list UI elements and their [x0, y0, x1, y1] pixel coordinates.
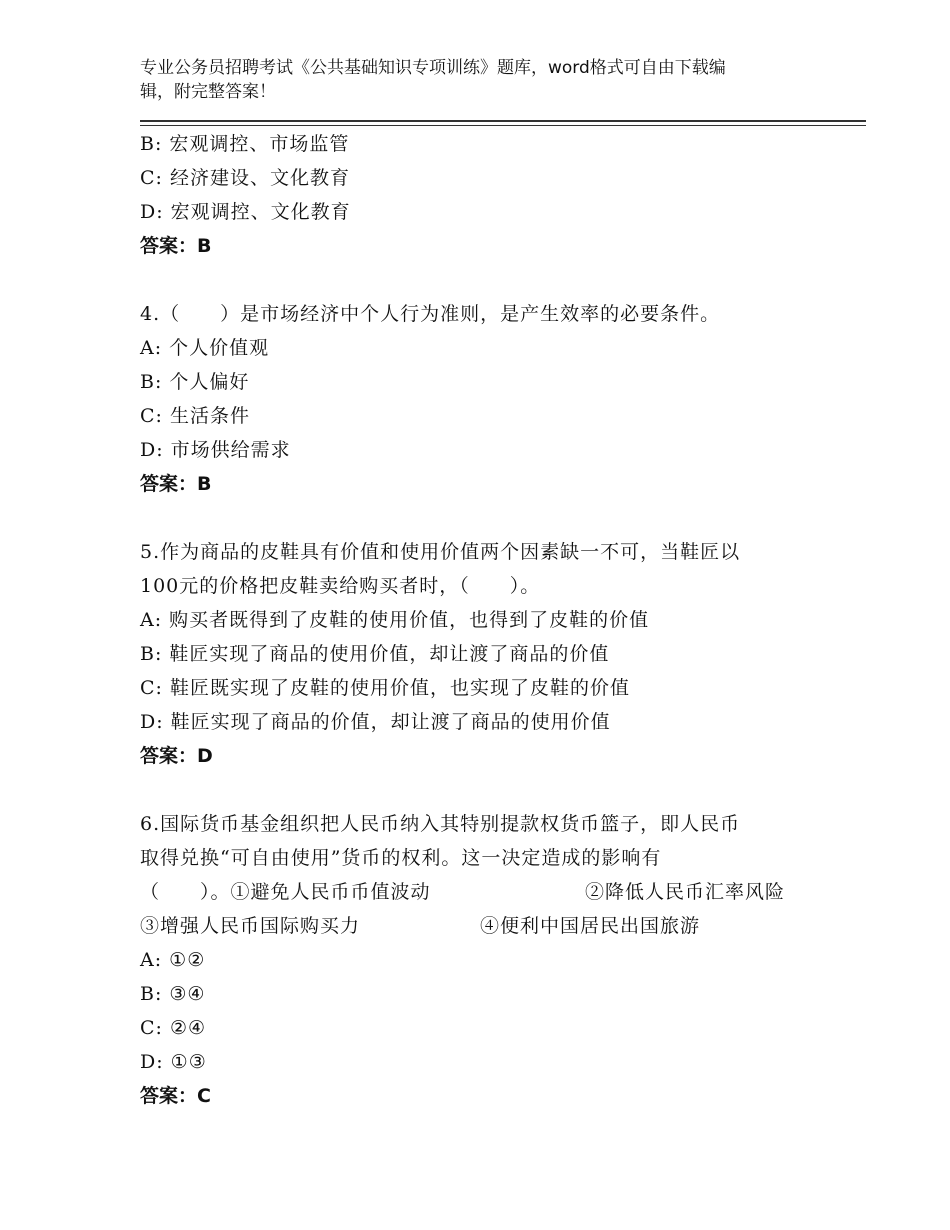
option-c: C: ②④	[140, 1017, 207, 1039]
spacer	[140, 501, 840, 535]
spacer	[140, 263, 840, 297]
header-line-1: 专业公务员招聘考试《公共基础知识专项训练》题库，word格式可自由下载编	[140, 58, 726, 78]
option-d: D: ①③	[140, 1051, 207, 1073]
option-a: A: 个人价值观	[140, 337, 270, 359]
stem-item-3: ③增强人民币国际购买力	[140, 915, 361, 937]
option-d: D: 鞋匠实现了商品的价值，却让渡了商品的使用价值	[140, 711, 611, 733]
option-d: D: 宏观调控、文化教育	[140, 201, 351, 223]
option-a: A: 购买者既得到了皮鞋的使用价值，也得到了皮鞋的价值	[140, 609, 650, 631]
question-3	[140, 127, 840, 263]
header-rule-thin	[140, 125, 866, 126]
question-stem-line-2: 取得兑换“可自由使用”货币的权利。这一决定造成的影响有	[140, 847, 662, 869]
option-b: B: 个人偏好	[140, 371, 250, 393]
question-6	[140, 807, 840, 1113]
option-d: D: 市场供给需求	[140, 439, 291, 461]
answer: 答案：B	[140, 235, 212, 257]
question-stem-line-2: 100元的价格把皮鞋卖给购买者时，（ ）。	[140, 575, 541, 597]
answer: 答案：D	[140, 745, 213, 767]
question-stem-line-4	[140, 909, 840, 943]
stem-item-4: ④便利中国居民出国旅游	[480, 915, 701, 937]
option-b: B: ③④	[140, 983, 206, 1005]
option-c: C: 生活条件	[140, 405, 250, 427]
header-line-2: 辑，附完整答案！	[140, 82, 276, 102]
question-stem-line-1: 5.作为商品的皮鞋具有价值和使用价值两个因素缺一不可，当鞋匠以	[140, 541, 741, 563]
stem-item-2: ②降低人民币汇率风险	[585, 881, 786, 903]
spacer	[140, 773, 840, 807]
stem-item-1: （ ）。①避免人民币币值波动	[140, 881, 431, 903]
question-5	[140, 535, 840, 773]
header-rule-thick	[140, 120, 866, 122]
answer: 答案：B	[140, 473, 212, 495]
option-b: B: 宏观调控、市场监管	[140, 133, 350, 155]
question-stem-line-3	[140, 875, 840, 909]
option-a: A: ①②	[140, 949, 206, 971]
question-4	[140, 297, 840, 501]
page-header	[140, 56, 800, 104]
question-stem: 4.（ ）是市场经济中个人行为准则，是产生效率的必要条件。	[140, 303, 721, 325]
option-c: C: 经济建设、文化教育	[140, 167, 350, 189]
option-b: B: 鞋匠实现了商品的使用价值，却让渡了商品的价值	[140, 643, 610, 665]
question-content	[140, 127, 840, 1113]
answer: 答案：C	[140, 1085, 211, 1107]
option-c: C: 鞋匠既实现了皮鞋的使用价值，也实现了皮鞋的价值	[140, 677, 630, 699]
question-stem-line-1: 6.国际货币基金组织把人民币纳入其特别提款权货币篮子，即人民币	[140, 813, 741, 835]
